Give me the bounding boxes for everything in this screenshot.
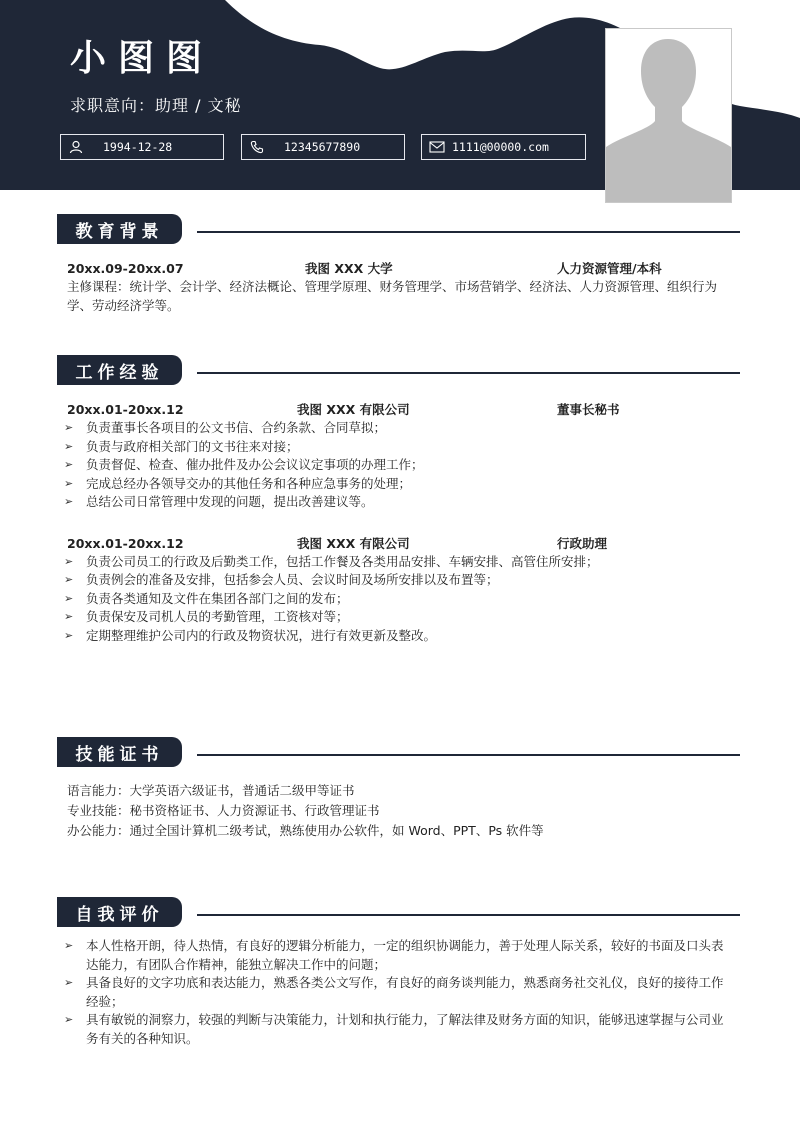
- job-company: 我图 XXX 有限公司: [297, 402, 410, 417]
- section-divider: [197, 754, 740, 756]
- list-item: ➢ 负责与政府相关部门的文书往来对接；: [57, 438, 740, 457]
- phone-icon: [242, 140, 272, 154]
- education-school: 我图 XXX 大学: [305, 261, 393, 276]
- list-item: ➢ 负责保安及司机人员的考勤管理，工资核对等；: [57, 608, 740, 627]
- job-duties: [57, 553, 740, 646]
- job-row: [67, 401, 740, 419]
- work-section: [57, 355, 740, 645]
- education-major: 人力资源管理/本科: [557, 261, 662, 276]
- job-company: 我图 XXX 有限公司: [297, 535, 410, 551]
- candidate-name: 小图图: [70, 38, 215, 79]
- self-eval-list: [57, 937, 740, 1048]
- list-item: ➢ 负责例会的准备及安排，包括参会人员、会议时间及场所安排以及布置等；: [57, 571, 740, 590]
- mail-icon: [422, 141, 452, 153]
- arrow-bullet-icon: ➢: [64, 554, 74, 568]
- education-row: [67, 260, 740, 278]
- arrow-bullet-icon: ➢: [64, 939, 74, 952]
- resume-header: [0, 0, 800, 190]
- arrow-bullet-icon: ➢: [64, 573, 74, 586]
- phone-value: 12345677890: [284, 140, 361, 154]
- arrow-bullet-icon: ➢: [64, 976, 74, 989]
- birthdate-value: 1994-12-28: [103, 140, 173, 154]
- list-item: ➢ 定期整理维护公司内的行政及物资状况，进行有效更新及整改。: [57, 627, 740, 646]
- education-period: 20xx.09-20xx.07: [67, 261, 184, 276]
- email-field: [421, 134, 586, 160]
- self-eval-title: 自我评价: [57, 897, 182, 927]
- list-item: ➢ 具有敏锐的洞察力，较强的判断与决策能力，计划和执行能力，了解法律及财务方面的知识，能够迅速掌握与公司业务有关的各种知识。: [64, 1012, 724, 1046]
- job-intent: 求职意向：助理 / 文秘: [70, 96, 242, 115]
- job-period: 20xx.01-20xx.12: [67, 535, 184, 551]
- list-item: ➢ 完成总经办各领导交办的其他任务和各种应急事务的处理；: [57, 475, 740, 494]
- education-courses: 主修课程：统计学、会计学、经济法概论、管理学原理、财务管理学、市场营销学、经济法、人力资源管理、组织行为学、劳动经济学等。: [67, 279, 718, 313]
- section-divider: [197, 372, 740, 374]
- job-row: [67, 535, 740, 553]
- list-item: ➢ 总结公司日常管理中发现的问题，提出改善建议等。: [57, 493, 740, 512]
- list-item: ➢ 负责各类通知及文件在集团各部门之间的发布；: [57, 590, 740, 609]
- skill-item: 语言能力：大学英语六级证书，普通话二级甲等证书: [67, 783, 355, 798]
- job-role: 董事长秘书: [557, 402, 620, 417]
- list-item: ➢ 具备良好的文字功底和表达能力，熟悉各类公文写作，有良好的商务谈判能力，熟悉商务社交礼仪，良好的接待工作经验；: [64, 975, 724, 1009]
- education-title: 教育背景: [57, 214, 182, 244]
- skills-title: 技能证书: [57, 737, 182, 767]
- phone-field: [241, 134, 405, 160]
- skill-item: 办公能力：通过全国计算机二级考试，熟练使用办公软件，如 Word、PPT、Ps 软件等: [67, 823, 544, 838]
- education-section: [57, 214, 740, 315]
- skills-section: [57, 737, 740, 841]
- section-divider: [197, 231, 740, 233]
- arrow-bullet-icon: ➢: [64, 591, 74, 605]
- email-value: 1111@00000.com: [452, 140, 549, 154]
- arrow-bullet-icon: ➢: [64, 439, 74, 453]
- arrow-bullet-icon: ➢: [64, 628, 74, 642]
- arrow-bullet-icon: ➢: [64, 1013, 74, 1026]
- arrow-bullet-icon: ➢: [64, 476, 74, 490]
- skill-item: 专业技能：秘书资格证书、人力资源证书、行政管理证书: [67, 803, 380, 818]
- self-eval-section: [57, 897, 740, 1048]
- job-role: 行政助理: [557, 535, 608, 551]
- birthdate-field: [60, 134, 224, 160]
- arrow-bullet-icon: ➢: [64, 458, 74, 471]
- list-item: ➢ 负责董事长各项目的公文书信、合约条款、合同草拟；: [57, 419, 740, 438]
- arrow-bullet-icon: ➢: [64, 610, 74, 623]
- work-title: 工作经验: [57, 355, 182, 385]
- arrow-bullet-icon: ➢: [64, 421, 74, 434]
- user-icon: [61, 140, 91, 154]
- job-duties: [57, 419, 740, 512]
- avatar-placeholder-icon: [606, 29, 731, 202]
- job-period: 20xx.01-20xx.12: [67, 402, 184, 417]
- list-item: ➢ 负责督促、检查、催办批件及办公会议议定事项的办理工作；: [57, 456, 740, 475]
- section-divider: [197, 914, 740, 916]
- list-item: ➢ 负责公司员工的行政及后勤类工作，包括工作餐及各类用品安排、车辆安排、高管住所安排；: [57, 553, 740, 572]
- list-item: ➢ 本人性格开朗，待人热情，有良好的逻辑分析能力，一定的组织协调能力，善于处理人际关系，较好的书面及口头表达能力，有团队合作精神，能独立解决工作中的问题；: [64, 938, 724, 972]
- profile-photo: [605, 28, 732, 203]
- arrow-bullet-icon: ➢: [64, 495, 74, 508]
